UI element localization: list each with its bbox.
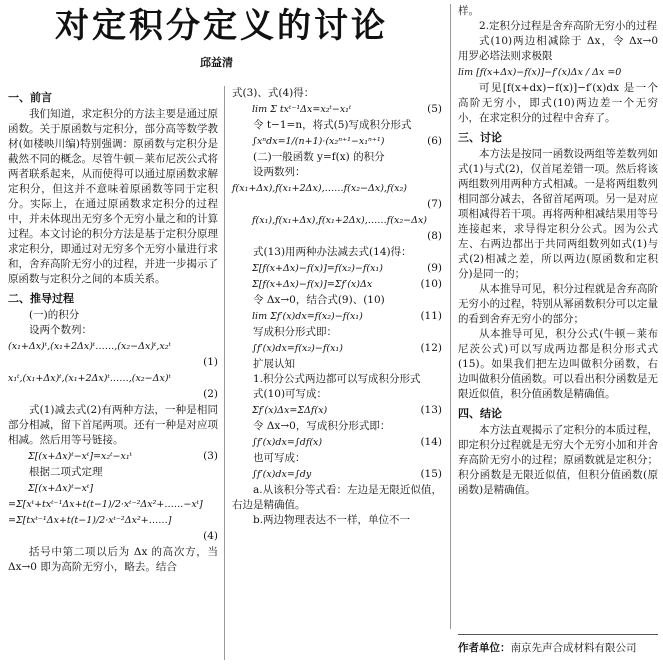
equation: ∫f′(x)dx=∫dy (15) xyxy=(252,468,442,480)
equation: lim Σ txᵗ⁻¹Δx=x₂ᵗ−x₁ᵗ (5) xyxy=(252,103,442,115)
equation: Σf′(x)Δx=ΣΔf(x) (13) xyxy=(252,404,442,416)
paragraph: 根据二项式定理 xyxy=(29,466,103,478)
affiliation-label: 作者单位： xyxy=(458,642,511,654)
paragraph: b.两边物理表达不一样，单位不一 xyxy=(253,514,411,526)
column-divider xyxy=(450,4,451,629)
paragraph: 式(10)可写成： xyxy=(253,388,328,400)
equation: ∫f′(x)dx=∫df(x) (14) xyxy=(252,436,442,448)
paragraph: 2.定积分过程是舍弃高阶无穷小的过程 xyxy=(479,20,658,32)
equation-number: (2) xyxy=(203,388,218,400)
paragraph: 本方法直观揭示了定积分的本质过程，即定积分过程就是无穷大个无穷小加和并舍弃高阶无穷小的过程；原函数就是定积分；积分函数是无限近似值，但积分值函数(原函数)是精确值。 xyxy=(458,424,658,496)
paragraph: 式(13)用两种办法减去式(14)得： xyxy=(253,246,412,258)
paragraph: 从本推导可见，积分过程就是舍弃高阶无穷小的过程，特别从幂函数积分可以定量的看到舍弃无穷小的部分； xyxy=(458,283,658,325)
equation: ∫f′(x)dx=f(x₂)−f(x₁) (12) xyxy=(252,342,442,354)
paragraph: 令 Δx→0，结合式(9)、(10) xyxy=(253,294,385,306)
equation: ∫xⁿdx=1/(n+1)·(x₂ⁿ⁺¹−x₁ⁿ⁺¹) (6) xyxy=(252,135,442,147)
equation: =Σ[txᵗ⁻¹Δx+t(t−1)/2·xᵗ⁻²Δx²+……] xyxy=(8,515,172,526)
section-heading: 三、讨论 xyxy=(458,131,502,144)
equation: Σ[(x+Δx)ᵗ−xᵗ] xyxy=(28,483,94,494)
section-heading: 四、结论 xyxy=(458,407,502,420)
equation: (x₁+Δx)ᵗ,(x₁+2Δx)ᵗ……,(x₂−Δx)ᵗ,x₂ᵗ xyxy=(8,341,171,352)
paragraph: a.从该积分等式看：左边是无限近似值，右边是精确值。 xyxy=(232,484,442,511)
section-heading: 一、前言 xyxy=(8,91,52,104)
paragraph: 我们知道，求定积分的方法主要是通过原函数。关于原函数与定积分，部分高等数学教材(如楼映川编)特别强调：原函数与定积分是截然不同的概念。尽管牛顿－莱布尼茨公式将两者联系起来，从而使得可以通过原函数求解定积分，但这并不意味着原函数等同于定积分。实际上，在通过原函数求定积分的过程中，并未体现出无穷多个无穷小量之和的计算过程。本文讨论的积分方法是基于定积分原理求定积分，即通过对无穷多个无穷小量进行求和，舍弃高阶无穷小的过程，并进一步揭示了原函数与定积分之间的本质关系。 xyxy=(8,108,218,285)
page-title: 对定积分定义的讨论 xyxy=(55,6,388,46)
paragraph: 令 t−1=n，将式(5)写成积分形式 xyxy=(253,119,412,131)
author-name: 邱益清 xyxy=(200,56,233,69)
paragraph: 也可写成： xyxy=(253,452,306,464)
equation-number: (4) xyxy=(203,530,218,542)
equation: f(x₁+Δx),f(x₁+2Δx),……f(x₂−Δx),f(x₂) xyxy=(232,183,408,194)
equation: Σ[f(x+Δx)−f(x)]=f(x₂)−f(x₁) (9) xyxy=(252,262,442,274)
equation: Σ[f(x+Δx)−f(x)]=Σf′(x)Δx (10) xyxy=(252,278,442,290)
paragraph: 写成积分形式即： xyxy=(253,326,337,338)
column-1 xyxy=(8,86,218,575)
equation: f(x₁),f(x₁+Δx),f(x₁+2Δx),……f(x₂−Δx) xyxy=(252,215,428,226)
equation-number: (7) xyxy=(427,198,442,210)
paragraph: 式(1)减去式(2)有两种方法，一种是相同部分相减，留下首尾两项。还有一种是对应项相减。然后用等号链接。 xyxy=(8,404,218,446)
column-3 xyxy=(458,4,658,498)
paragraph: 从本推导可见，积分公式(牛顿－莱布尼茨公式)可以写成两边都是积分形式式(15)。如果我们把左边叫做积分函数，右边叫做积分值函数。可以看出积分函数是无限近似值，积分值函数是精确值。 xyxy=(458,328,658,400)
equation: lim Σf′(x)dx=f(x₂)−f(x₁) (11) xyxy=(252,310,442,322)
column-divider xyxy=(224,86,225,660)
paragraph: 令 Δx→0，写成积分形式即： xyxy=(253,420,391,432)
paragraph: 设两数列： xyxy=(253,166,306,178)
equation-number: (8) xyxy=(427,230,442,242)
paragraph: 可见[f(x+dx)−f(x)]−f′(x)dx 是一个高阶无穷小，即式(10)两边差一个无穷小，在求定积分的过程中舍弃了。 xyxy=(458,82,658,124)
equation: Σ[(x+Δx)ᵗ−xᵗ]=x₂ᵗ−x₁ᵗ (3) xyxy=(28,450,218,462)
paragraph: 式(10)两边相减除于 Δx，令 Δx→0 用罗必塔法则求极限 xyxy=(458,35,658,62)
paragraph: 括号中第二项以后为 Δx 的高次方，当 Δx→0 即为高阶无穷小，略去。结合 xyxy=(8,546,218,573)
paragraph: 样。 xyxy=(458,5,479,17)
paragraph: 1.积分公式两边都可以写成积分形式 xyxy=(253,373,421,385)
affiliation-value: 南京先声合成材料有限公司 xyxy=(510,642,637,654)
author-affiliation xyxy=(458,634,658,656)
paragraph: 扩展认知 xyxy=(253,358,295,370)
equation: x₁ᵗ,(x₁+Δx)ᵗ,(x₁+2Δx)ᵗ……,(x₂−Δx)ᵗ xyxy=(8,373,171,384)
paragraph: 本方法是按同一函数设两组等差数列如式(1)与式(2)，仅首尾差错一项。然后将该两组数列用两种方式相减。一是将两组数列相同部分减去，各留首尾两项。另一是对应项相减得若干项。再将两种相减结果用等号连接起来，求导得定积分公式。因为公式左、右两边都出于共同两组数列如式(1)与式(2)相减之差，所以两边(原函数和定积分)是同一的； xyxy=(458,148,658,280)
paragraph: 设两个数列： xyxy=(29,324,92,336)
equation-number: (1) xyxy=(203,356,218,368)
equation: =Σ[xᵗ+txᵗ⁻¹Δx+t(t−1)/2·xᵗ⁻²Δx²+……−xᵗ] xyxy=(8,499,203,510)
section-heading: 二、推导过程 xyxy=(8,292,74,305)
subheading: (二)一般函数 y=f(x) 的积分 xyxy=(253,151,385,163)
column-2 xyxy=(232,86,442,528)
paragraph: 式(3)、式(4)得： xyxy=(232,87,315,99)
subheading: (一)的积分 xyxy=(29,309,80,321)
equation: lim [f(x+Δx)−f(x)]−f′(x)Δx / Δx =0 xyxy=(458,67,622,78)
